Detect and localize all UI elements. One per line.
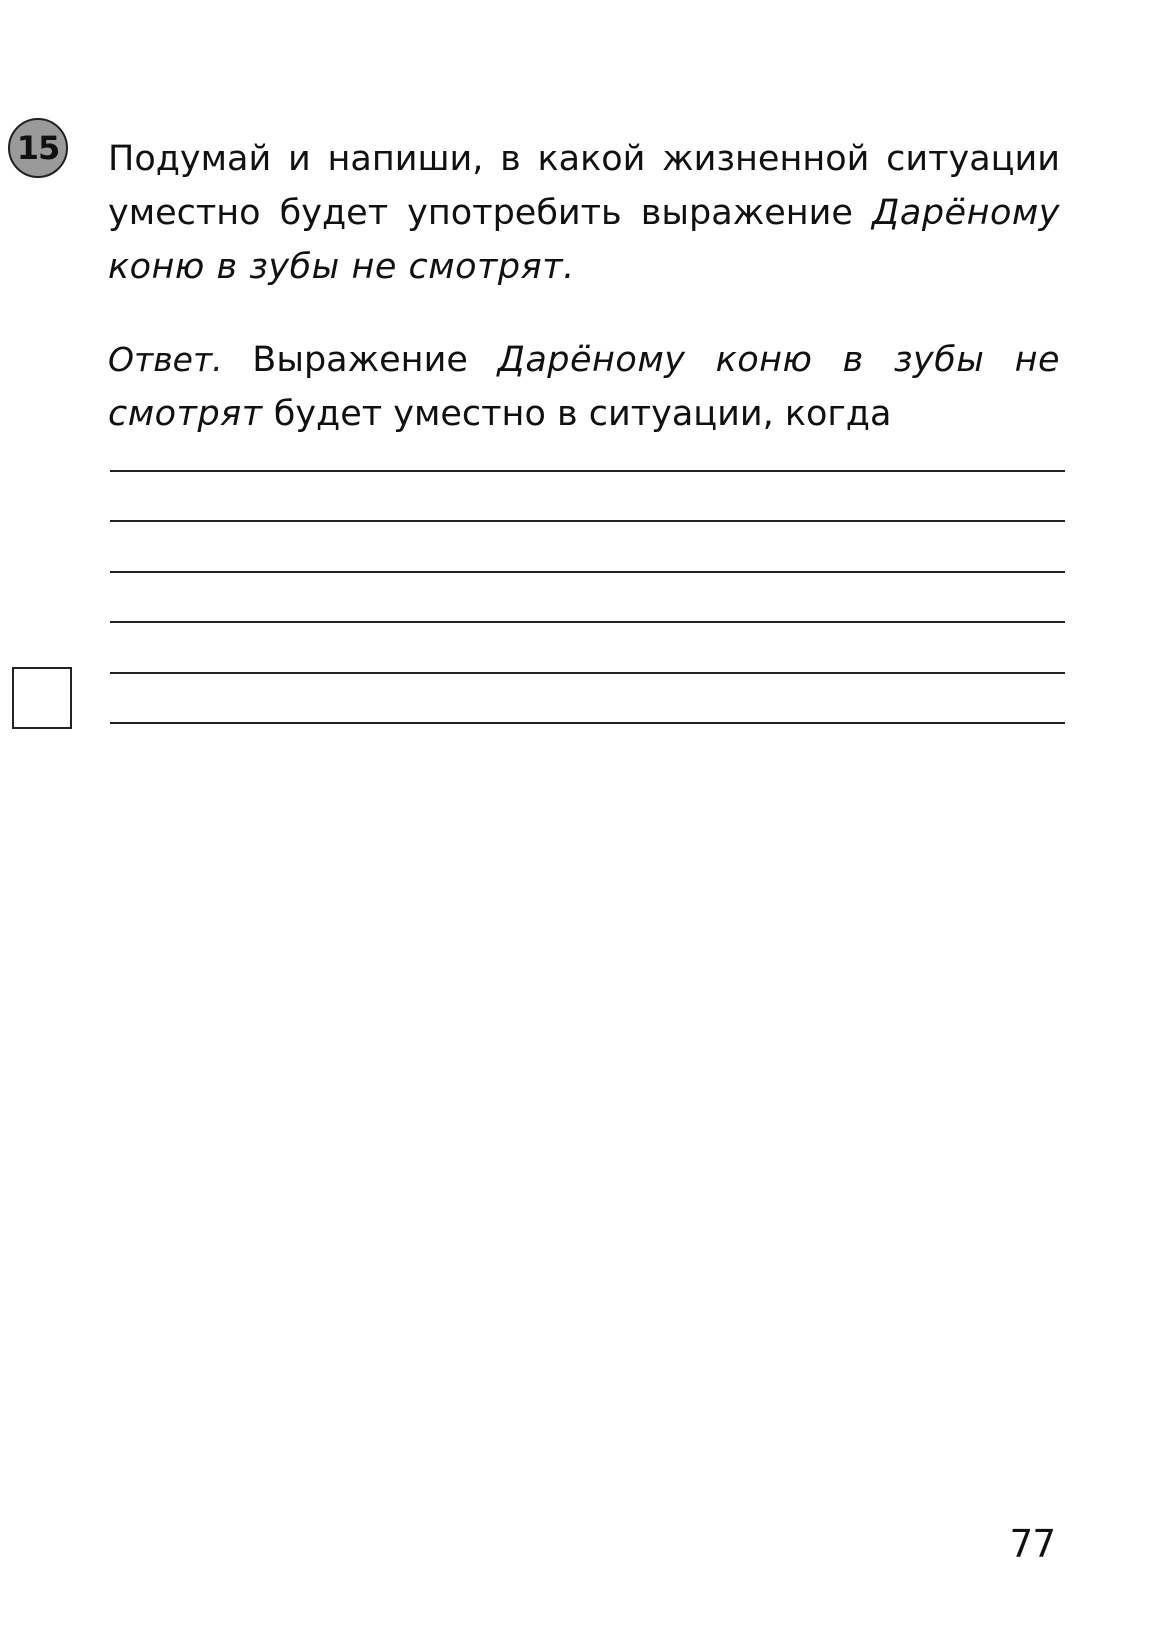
task-prompt: [108, 132, 1060, 294]
answer-line-6[interactable]: [110, 722, 1065, 724]
answer-label: Ответ.: [108, 340, 223, 379]
answer-phrase: Дарёному коню в зубы не смотрят: [108, 340, 1060, 434]
task-number-badge: [8, 118, 68, 178]
task-prompt-phrase: Дарёному коню в зубы не смотрят.: [108, 193, 1060, 287]
answer-line-5[interactable]: [110, 672, 1065, 674]
answer-prompt: [108, 333, 1060, 441]
task-number: 15: [16, 129, 60, 167]
answer-text-end: будет уместно в ситуации, когда: [262, 394, 892, 434]
score-box[interactable]: [12, 667, 72, 729]
task-prompt-text: Подумай и напиши, в какой жизненной ситуации уместно будет употребить выражение: [108, 139, 1060, 233]
page-number: 77: [1010, 1522, 1056, 1566]
answer-line-3[interactable]: [110, 571, 1065, 573]
answer-text-start: Выражение: [222, 340, 498, 380]
answer-line-2[interactable]: [110, 520, 1065, 522]
answer-line-4[interactable]: [110, 621, 1065, 623]
answer-line-1[interactable]: [110, 470, 1065, 472]
